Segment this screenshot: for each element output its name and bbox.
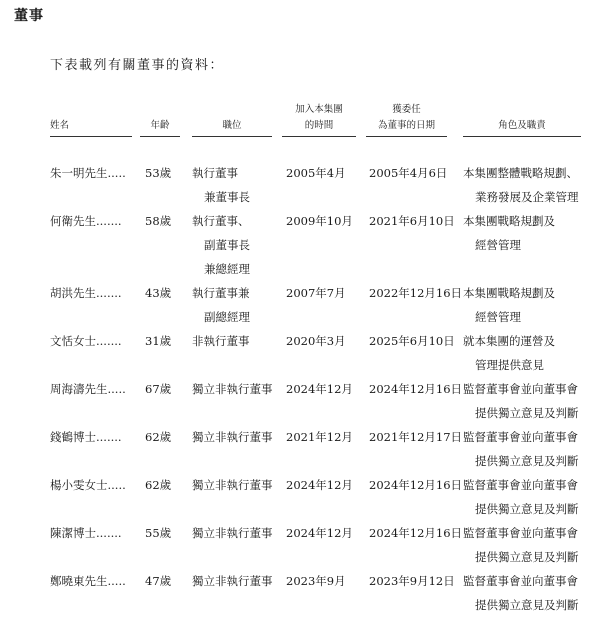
director-name [50, 161, 126, 185]
director-age [145, 521, 171, 545]
director-appointed-line: 2023年9月12日 [369, 574, 455, 588]
director-position-line: 獨立非執行董事 [192, 526, 273, 540]
director-appointed-line: 2021年12月17日 [369, 430, 463, 444]
director-joined [286, 377, 353, 401]
director-roles-line: 監督董事會並向董事會 [463, 574, 578, 588]
director-position-line: 獨立非執行董事 [192, 574, 273, 588]
director-roles-line: 監督董事會並向董事會 [463, 526, 578, 540]
director-position-line: 獨立非執行董事 [192, 430, 273, 444]
director-joined [286, 161, 346, 185]
director-name-line: 朱一明先生..... [50, 166, 126, 180]
director-appointed-line: 2024年12月16日 [369, 526, 463, 540]
director-roles [463, 161, 579, 209]
director-roles [463, 281, 555, 329]
director-appointed [369, 329, 455, 353]
director-name-line: 文恬女士....... [50, 334, 122, 348]
header-position: 職位 [192, 100, 272, 137]
director-name-line: 何衛先生....... [50, 214, 122, 228]
director-roles-line: 經營管理 [475, 310, 521, 324]
director-position-line: 執行董事兼 [192, 286, 250, 300]
director-appointed [369, 521, 462, 545]
director-joined-line: 2021年12月 [286, 430, 353, 444]
director-appointed-line: 2024年12月16日 [369, 478, 463, 492]
director-position [192, 377, 273, 401]
director-position-line: 兼董事長 [204, 190, 250, 204]
director-age [145, 473, 171, 497]
director-roles-line: 經營管理 [475, 238, 521, 252]
director-roles-line: 管理提供意見 [475, 358, 544, 372]
director-position [192, 329, 250, 353]
director-appointed-line: 2021年6月10日 [369, 214, 455, 228]
director-roles-line: 提供獨立意見及判斷 [475, 598, 579, 612]
director-position-line: 非執行董事 [192, 334, 250, 348]
director-roles-line: 提供獨立意見及判斷 [475, 406, 579, 420]
director-name-line: 周海濤先生..... [50, 382, 126, 396]
director-joined-line: 2024年12月 [286, 478, 353, 492]
director-appointed [369, 281, 462, 305]
director-appointed-line: 2022年12月16日 [369, 286, 463, 300]
director-joined-line: 2020年3月 [286, 334, 346, 348]
director-age-line: 67歲 [145, 382, 172, 396]
director-roles [463, 209, 555, 257]
director-position-line: 執行董事 [192, 166, 238, 180]
director-age-line: 62歲 [145, 430, 172, 444]
director-age-line: 31歲 [145, 334, 172, 348]
director-appointed [369, 473, 462, 497]
director-joined [286, 425, 353, 449]
director-age-line: 47歲 [145, 574, 172, 588]
director-age [145, 377, 171, 401]
director-position [192, 425, 273, 449]
director-joined-line: 2007年7月 [286, 286, 346, 300]
director-position [192, 473, 273, 497]
director-appointed-line: 2025年6月10日 [369, 334, 455, 348]
director-name [50, 209, 122, 233]
director-name [50, 569, 126, 593]
director-joined [286, 569, 346, 593]
director-position [192, 209, 250, 281]
director-age [145, 281, 171, 305]
director-appointed [369, 161, 447, 185]
director-roles [463, 473, 579, 521]
director-name [50, 281, 122, 305]
director-roles-line: 監督董事會並向董事會 [463, 382, 578, 396]
director-position-line: 獨立非執行董事 [192, 478, 273, 492]
director-age [145, 425, 171, 449]
director-age-line: 58歲 [145, 214, 172, 228]
director-roles [463, 425, 579, 473]
director-roles-line: 監督董事會並向董事會 [463, 478, 578, 492]
director-roles-line: 本集團戰略規劃及 [463, 286, 555, 300]
director-position-line: 兼總經理 [204, 262, 250, 276]
director-age [145, 209, 171, 233]
director-joined-line: 2024年12月 [286, 526, 353, 540]
director-joined [286, 209, 353, 233]
director-position-line: 副董事長 [204, 238, 250, 252]
director-roles [463, 329, 555, 377]
director-roles-line: 監督董事會並向董事會 [463, 430, 578, 444]
director-position-line: 獨立非執行董事 [192, 382, 273, 396]
director-roles-line: 就本集團的運營及 [463, 334, 555, 348]
director-roles-line: 本集團戰略規劃及 [463, 214, 555, 228]
director-joined-line: 2024年12月 [286, 382, 353, 396]
director-name-line: 胡洪先生....... [50, 286, 122, 300]
director-joined [286, 521, 353, 545]
director-position-line: 執行董事、 [192, 214, 250, 228]
director-age [145, 569, 171, 593]
director-appointed [369, 569, 455, 593]
director-appointed [369, 209, 455, 233]
director-position [192, 521, 273, 545]
director-joined-line: 2023年9月 [286, 574, 346, 588]
director-roles-line: 業務發展及企業管理 [475, 190, 579, 204]
director-name [50, 521, 122, 545]
director-age-line: 55歲 [145, 526, 172, 540]
director-joined [286, 281, 346, 305]
director-name [50, 377, 126, 401]
director-appointed-line: 2005年4月6日 [369, 166, 448, 180]
director-name [50, 473, 126, 497]
director-joined-line: 2005年4月 [286, 166, 346, 180]
director-roles [463, 569, 579, 617]
director-roles [463, 521, 579, 569]
header-name: 姓名 [50, 100, 132, 137]
director-position [192, 281, 250, 329]
header-age: 年齡 [140, 100, 180, 137]
director-appointed [369, 377, 462, 401]
header-roles: 角色及職責 [463, 100, 581, 137]
director-roles-line: 提供獨立意見及判斷 [475, 550, 579, 564]
director-appointed [369, 425, 462, 449]
director-joined [286, 473, 353, 497]
director-name-line: 陳潔博士....... [50, 526, 122, 540]
director-name-line: 錢鶴博士....... [50, 430, 122, 444]
director-name [50, 329, 122, 353]
director-roles-line: 提供獨立意見及判斷 [475, 454, 579, 468]
header-joined: 加入本集團 的時間 [282, 100, 356, 137]
header-appointed: 獲委任 為董事的日期 [366, 100, 447, 137]
director-name-line: 鄭曉東先生..... [50, 574, 126, 588]
director-age [145, 329, 171, 353]
director-age-line: 62歲 [145, 478, 172, 492]
section-title: 董事 [14, 8, 44, 24]
director-joined-line: 2009年10月 [286, 214, 353, 228]
director-name [50, 425, 122, 449]
director-age-line: 53歲 [145, 166, 172, 180]
director-name-line: 楊小雯女士..... [50, 478, 126, 492]
director-appointed-line: 2024年12月16日 [369, 382, 463, 396]
intro-text: 下表載列有關董事的資料： [50, 58, 225, 73]
director-joined [286, 329, 346, 353]
director-roles [463, 377, 579, 425]
director-roles-line: 提供獨立意見及判斷 [475, 502, 579, 516]
director-roles-line: 本集團整體戰略規劃、 [463, 166, 578, 180]
director-age-line: 43歲 [145, 286, 172, 300]
director-position [192, 569, 273, 593]
director-position [192, 161, 250, 209]
director-position-line: 副總經理 [204, 310, 250, 324]
director-age [145, 161, 171, 185]
